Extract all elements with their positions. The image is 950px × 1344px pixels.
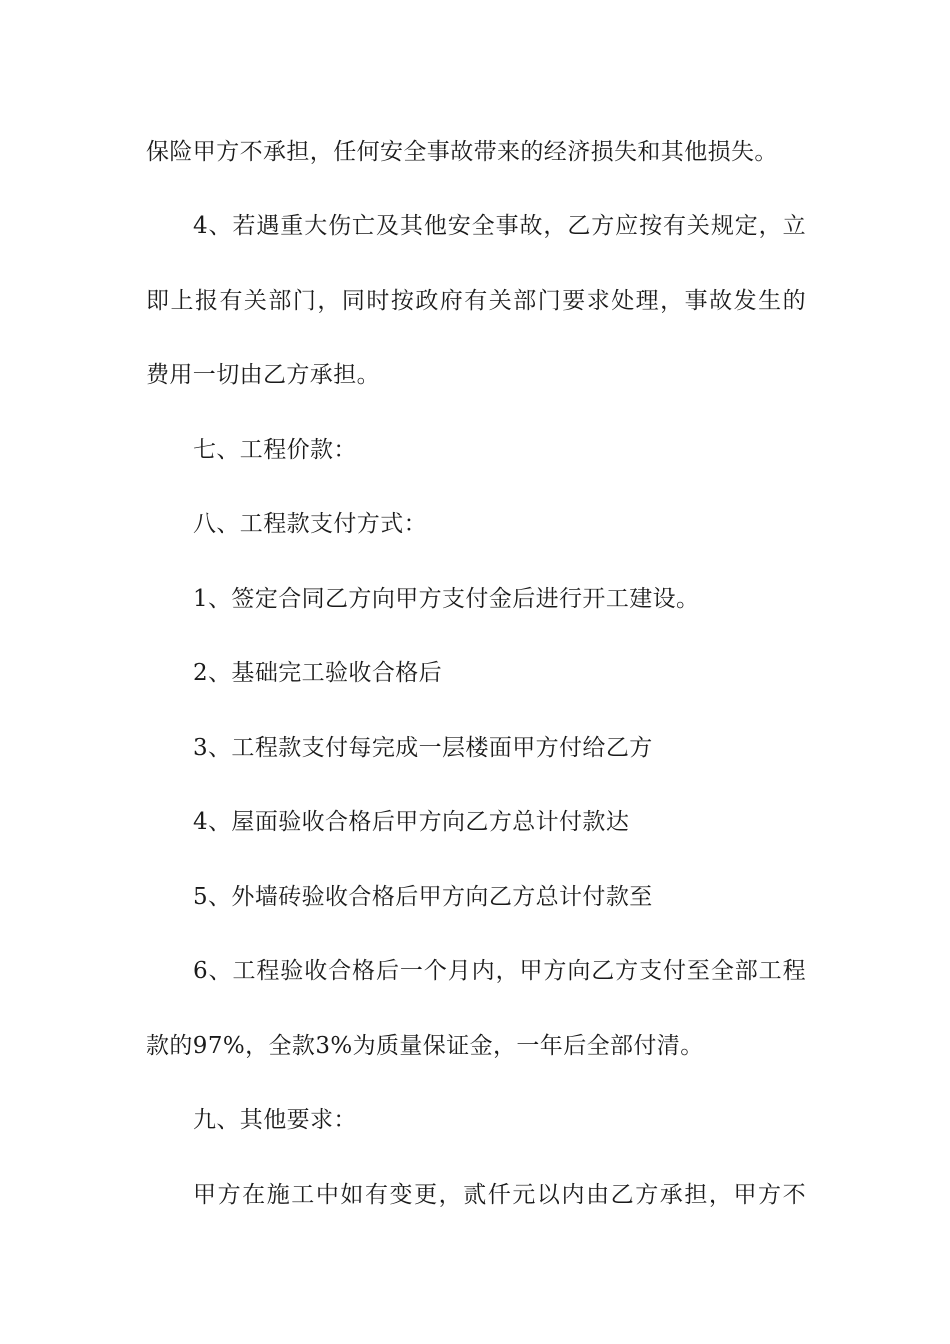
list-item: 3、工程款支付每完成一层楼面甲方付给乙方 xyxy=(193,735,653,761)
list-item: 6、工程验收合格后一个月内，甲方向乙方支付至全部工程 xyxy=(193,958,806,984)
paragraph-line: 款的97%，全款3%为质量保证金，一年后全部付清。 xyxy=(146,1033,704,1059)
list-item: 4、屋面验收合格后甲方向乙方总计付款达 xyxy=(193,809,630,835)
section-heading: 八、工程款支付方式： xyxy=(193,511,427,537)
list-item: 1、签定合同乙方向甲方支付金后进行开工建设。 xyxy=(193,586,700,612)
section-heading: 九、其他要求： xyxy=(193,1107,357,1133)
section-heading: 七、工程价款： xyxy=(193,437,357,463)
paragraph-line: 保险甲方不承担，任何安全事故带来的经济损失和其他损失。 xyxy=(146,139,778,165)
paragraph-line: 4、若遇重大伤亡及其他安全事故，乙方应按有关规定，立 xyxy=(193,213,806,239)
paragraph-line: 费用一切由乙方承担。 xyxy=(146,362,380,388)
paragraph-line: 甲方在施工中如有变更，贰仟元以内由乙方承担，甲方不 xyxy=(193,1182,806,1208)
list-item: 2、基础完工验收合格后 xyxy=(193,660,443,686)
paragraph-line: 即上报有关部门，同时按政府有关部门要求处理，事故发生的 xyxy=(146,288,806,314)
list-item: 5、外墙砖验收合格后甲方向乙方总计付款至 xyxy=(193,884,653,910)
